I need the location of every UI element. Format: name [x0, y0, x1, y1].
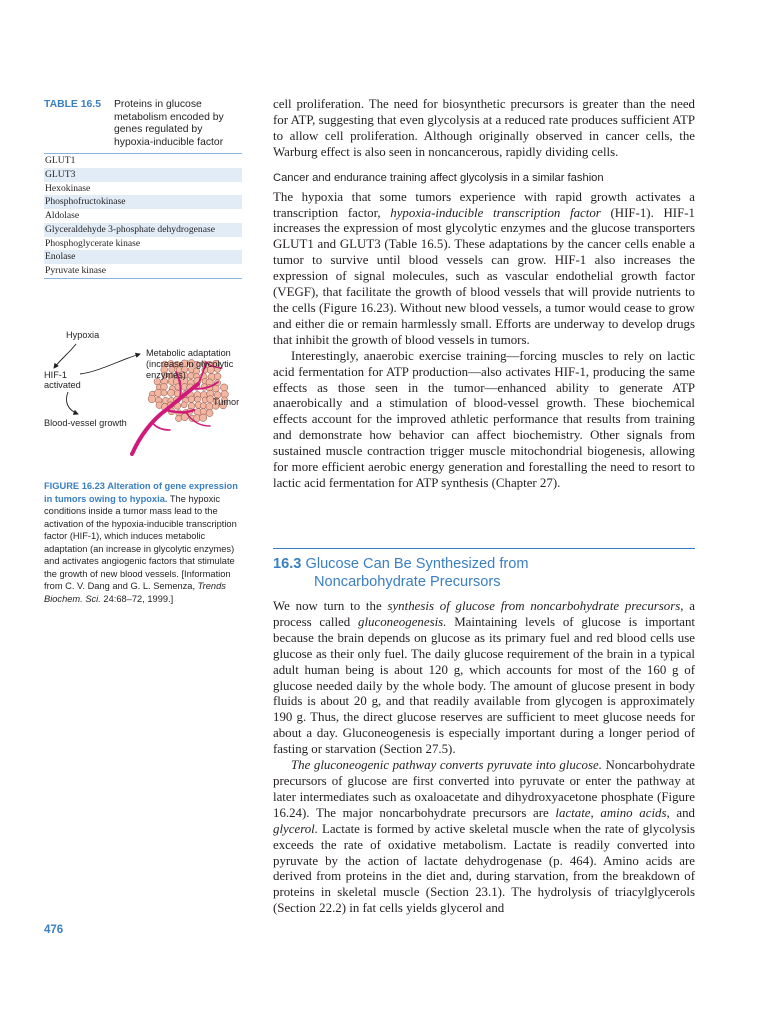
text-span: , a process called	[273, 599, 695, 629]
tumor-cell	[220, 384, 227, 391]
section-divider	[273, 548, 695, 549]
tumor-cell	[181, 402, 187, 408]
tumor-cell	[168, 389, 175, 396]
figure-illustration	[40, 326, 255, 456]
tumor-cell	[176, 415, 182, 421]
intro-paragraph: cell proliferation. The need for biosynthetic precursors is greater than the need for ATP, suggesting that even glycolysis at a reduced rate produces sufficient ATP to allow cell proliferation. Although originally observed in cancer cells, the Warburg effect is also seen in noncancerous, rapidly dividing cells.	[273, 97, 695, 159]
table-body	[44, 153, 242, 278]
text-span: The hypoxia that some tumors experience with rapid growth activates a transcription factor,	[273, 189, 695, 220]
table-label: TABLE 16.5	[44, 99, 101, 110]
tumor-cell	[206, 410, 213, 417]
figure-caption	[44, 480, 244, 605]
label-metabolic-3: enzymes)	[146, 370, 186, 380]
italic-term: lactate, amino acids,	[555, 805, 670, 820]
paragraph-exercise: Interestingly, anaerobic exercise training—forcing muscles to rely on lactic acid fermentation for ATP production—also activates HIF-1, producing the same effects as those seen in the tumor—enhanced ability to generate ATP anaerobically and a stimulation of blood-vessel growth. These biochemical effects account for the improved athletic performance that results from training and demonstrate how behavior can affect biochemistry. Other signals from sustained muscle contraction trigger muscle mitochondrial biogenesis, allowing for more efficient aerobic energy generation and forestalling the need to resort to lactic acid fermentation for ATP synthesis (Chapter 27).	[273, 348, 695, 490]
section-title-line1: Glucose Can Be Synthesized from	[305, 556, 529, 572]
italic-term: synthesis of glucose from noncarbohydrate precursors	[387, 599, 681, 613]
table-row: GLUT3	[44, 168, 242, 182]
arrow-to-metabolic	[80, 354, 140, 374]
italic-term: hypoxia-inducible transcription factor	[390, 205, 601, 220]
italic-lead: The gluconeogenic pathway converts pyruvate into glucose.	[291, 758, 602, 773]
table-row: Aldolase	[45, 210, 80, 222]
table-row: Phosphofructokinase	[44, 195, 242, 209]
paragraph-gluconeogenesis	[273, 599, 695, 758]
text-span: We now turn to the	[273, 599, 388, 613]
arrow-hypoxia-to-hif1	[54, 344, 76, 368]
text-span: Noncarbohydrate precursors of glucose are first converted into pyruvate or enter the pathway at later intermediates such as oxaloacetate and dihydroxyacetone phosphate (Figure 16.24). The major noncarbohydrate precursors are	[273, 758, 695, 820]
label-activated: activated	[44, 380, 81, 390]
arrow-to-vessel	[66, 392, 78, 414]
label-tumor: Tumor	[213, 397, 240, 407]
label-hif1: HIF-1	[44, 370, 67, 380]
section-body	[273, 599, 695, 917]
text-span: Maintaining levels of glucose is important because the brain depends on glucose as its primary fuel and red blood cells use glucose as their only fuel. The daily glucose requirement of the brain in a typical adult human being is about 120 g, which accounts for most of the 160 g of glucose needed daily by the whole body. The amount of glucose present in body fluids is about 20 g, and that readily available from glycogen is approximately 190 g. Thus, the direct glucose reserves are sufficient to meet glucose needs for about a day. Gluconeogenesis is especially important during a longer period of fasting or starvation (Section 27.5).	[273, 614, 695, 757]
figure-caption-title-text: FIGURE 16.23 Alteration of gene expression in tumors owing to hypoxia.	[44, 481, 238, 504]
subsection-heading: Cancer and endurance training affect glycolysis in a similar fashion	[273, 171, 604, 184]
figure-caption-body: The hypoxic conditions inside a tumor mass lead to the activation of the hypoxia-inducible transcription factor (HIF-1), which induces metabolic adaptation (an increase in glycolytic enzymes) and activates angiogenic factors that stimulate the growth of new blood vessels. [Information from C. V. Dang and G. L. Semenza,	[44, 493, 237, 592]
table-row: Enolase	[44, 250, 242, 264]
table-row: GLUT1	[45, 155, 76, 167]
italic-term: gluconeogenesis.	[358, 614, 447, 629]
tumor-cell	[214, 373, 221, 380]
table-row: Pyruvate kinase	[45, 264, 107, 276]
tumor-cell	[199, 414, 206, 421]
table-caption: Proteins in glucose metabolism encoded by genes regulated by hypoxia-inducible factor	[114, 99, 224, 148]
table-row: Glyceraldehyde 3-phosphate dehydrogenase	[44, 223, 242, 237]
text-span: (HIF-1). HIF-1 increases the expression of most glycolytic enzymes and the glucose transporters GLUT1 and GLUT3 (Table 16.5). These adaptations by the cancer cells enable a tumor to survive until blood vessels can grow. HIF-1 also increases the expression of signal molecules, such as vascular endothelial growth factor (VEGF), that facilitate the growth of blood vessels that will provide nutrients to the cells (Figure 16.23). Without new blood vessels, a tumor would cease to grow and either die or remain harmlessly small. Efforts are underway to develop drugs that inhibit the growth of blood vessels in tumors.	[273, 205, 695, 347]
figure-16-23	[40, 326, 255, 456]
table-16-5	[44, 99, 242, 279]
tumor-cell	[188, 373, 194, 379]
text-span: and	[669, 805, 695, 820]
tumor-cell	[161, 390, 167, 396]
paragraph-pathway	[273, 758, 695, 917]
paragraph-hif1	[273, 190, 695, 349]
table-row: Hexokinase	[45, 182, 91, 194]
tumor-cell	[212, 385, 219, 392]
section-number: 16.3	[273, 556, 302, 572]
label-metabolic-2: (increase in glycolytic	[146, 359, 234, 369]
tumor-cell	[188, 396, 194, 402]
section-heading	[273, 556, 695, 591]
section-title-line2: Noncarbohydrate Precursors	[314, 573, 501, 590]
tumor-cell	[200, 403, 206, 409]
figure-caption-end: 24:68–72, 1999.]	[100, 593, 174, 604]
label-hypoxia: Hypoxia	[66, 330, 100, 340]
tumor-cell	[161, 383, 168, 390]
figure-caption-journal: Trends Biochem. Sci.	[44, 581, 226, 604]
text-span: Lactate is formed by active skeletal muscle when the rate of glycolysis exceeds the rate of oxidative metabolism. Lactate is readily converted into pyruvate by the action of lactate dehydrogenase (p. 464). Amino acids are derived from proteins in the diet and, during starvation, from the breakdown of proteins in skeletal muscle (Section 23.1). The hydrolysis of triacylglycerols (Section 22.2) in fat cells yields glycerol and	[273, 821, 695, 916]
label-metabolic-1: Metabolic adaptation	[146, 348, 231, 358]
tumor-cell	[148, 395, 156, 403]
italic-term: glycerol.	[273, 821, 318, 836]
page-number: 476	[44, 924, 64, 936]
label-blood-vessel-growth: Blood-vessel growth	[44, 418, 127, 428]
right-column	[273, 97, 695, 492]
table-header	[44, 99, 242, 149]
table-row: Phosphoglycerate kinase	[45, 237, 141, 249]
